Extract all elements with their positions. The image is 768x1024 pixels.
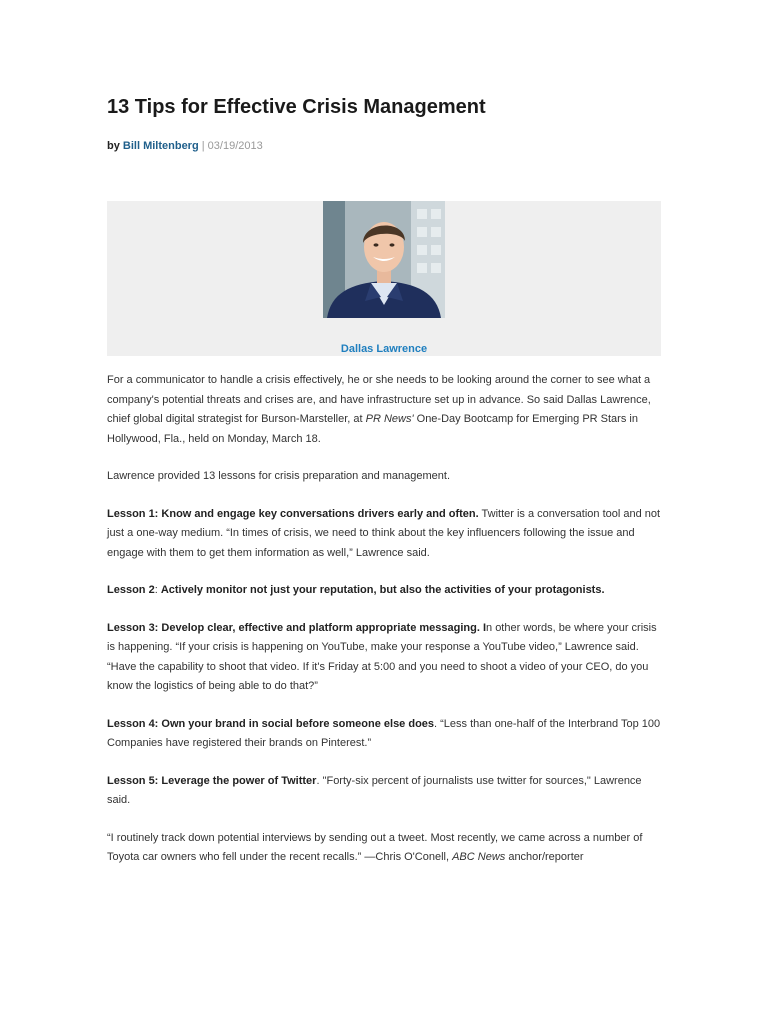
author-figure xyxy=(107,201,661,356)
lesson-2-colon: : xyxy=(154,584,161,596)
portrait-illustration xyxy=(323,201,445,318)
article-body xyxy=(107,371,663,886)
lesson-5 xyxy=(107,772,663,811)
lesson-5-text: . "Forty-six percent of journalists use twitter for sources," Lawrence said. xyxy=(107,774,642,806)
byline xyxy=(107,139,263,153)
lesson-4 xyxy=(107,715,663,754)
quote-text-a: “I routinely track down potential interviews by sending out a tweet. Most recently, we came across a number of Toyota car owners who fell under the recent recalls.” —Chris O'Conell, xyxy=(107,831,643,863)
paragraph-lessons-intro: Lawrence provided 13 lessons for crisis preparation and management. xyxy=(107,470,451,482)
lesson-3 xyxy=(107,619,663,697)
quote-text-b: anchor/reporter xyxy=(505,851,584,863)
byline-date: 03/19/2013 xyxy=(207,140,263,152)
lesson-4-heading: Lesson 4: Own your brand in social before someone else does xyxy=(107,717,435,730)
lesson-5-heading: Lesson 5: Leverage the power of Twitter xyxy=(107,774,317,787)
byline-by: by xyxy=(107,140,120,152)
lesson-2-heading: Lesson 2 xyxy=(107,584,155,596)
journalist-quote xyxy=(107,829,663,868)
paragraph-intro xyxy=(107,371,663,449)
lesson-1-text: Twitter is a conversation tool and not just a one-way medium. “In times of crisis, we need to think about the key influencers following the issue and engage with them to get them information as well,” Lawrence said. xyxy=(107,507,661,559)
portrait-photo xyxy=(323,201,445,318)
author-link[interactable]: Bill Miltenberg xyxy=(122,140,199,152)
byline-separator: | xyxy=(201,140,205,152)
photo-caption: Dallas Lawrence xyxy=(340,343,428,355)
lesson-3-text: n other words, be where your crisis is happening. “If your crisis is happening on YouTube, make your response a YouTube video,” Lawrence said. “Have the capability to shoot that video. If it's Friday at 5:00 and you need to shoot a video of your CEO, do you know the logistics of being able to do that?” xyxy=(107,621,657,692)
paragraph-intro-text-b: One-Day Bootcamp for Emerging PR Stars in Hollywood, Fla., held on Monday, March 18. xyxy=(107,413,638,445)
lesson-2 xyxy=(107,581,663,601)
paragraph-intro-text-a: For a communicator to handle a crisis effectively, he or she needs to be looking around the corner to see what a company's potential threats and crises are, and have infrastructure set up in advance. So said Dallas Lawrence, chief global digital strategist for Burson-Marsteller, at xyxy=(107,374,651,425)
lesson-1 xyxy=(107,505,663,564)
quote-outlet: ABC News xyxy=(452,851,506,863)
publication-name: PR News' xyxy=(365,413,414,425)
article-title: 13 Tips for Effective Crisis Management xyxy=(107,96,486,118)
lesson-4-text: . “Less than one-half of the Interbrand Top 100 Companies have registered their brands on Pinterest.” xyxy=(107,717,661,749)
lesson-3-heading: Lesson 3: Develop clear, effective and platform appropriate messaging. I xyxy=(107,621,487,634)
lesson-1-heading: Lesson 1: Know and engage key conversations drivers early and often. xyxy=(107,507,479,520)
lesson-2-text: Actively monitor not just your reputation, but also the activities of your protagonists. xyxy=(160,584,605,596)
